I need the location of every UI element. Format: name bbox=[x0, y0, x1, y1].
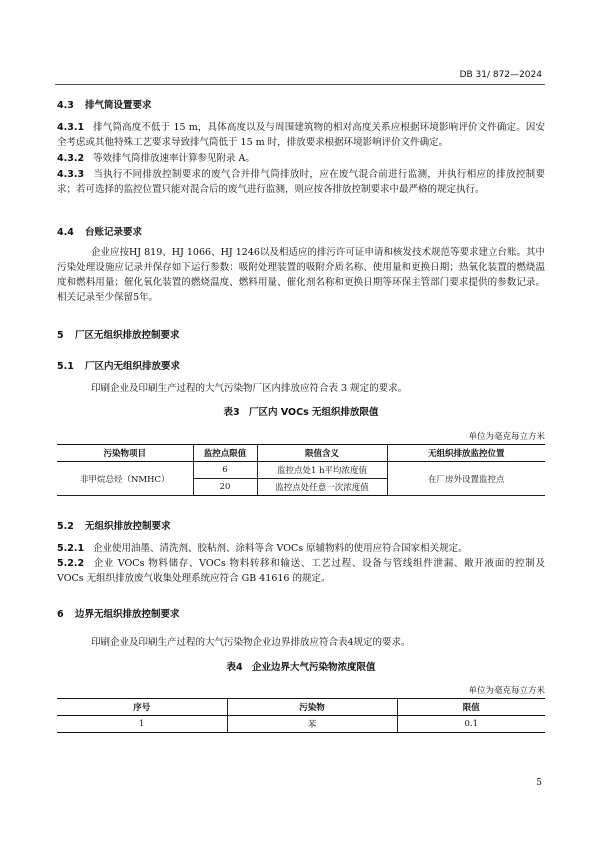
table3-header-row bbox=[57, 445, 545, 462]
para-4-3-1: 4.3.1 排气筒高度不低于 15 m，具体高度以及与周围建筑物的相对高度关系应根据环境影响评价文件确定。因安全考虑或其他特殊工艺要求导致排气筒低于 15 m 时，排放要求根据环境影响评价文件确定。 bbox=[57, 122, 545, 148]
section-heading-6: 6 边界无组织排放控制要求 bbox=[57, 609, 180, 620]
table3-limit-cell: 6 bbox=[193, 462, 257, 479]
table3-header-cell: 监控点限值 bbox=[193, 445, 257, 462]
section-heading-5-1: 5.1 厂区内无组织排放要求 bbox=[57, 361, 181, 372]
table-row bbox=[57, 716, 545, 733]
section-heading-4-4: 4.4 台账记录要求 bbox=[57, 227, 143, 238]
table3-header-cell: 无组织排放监控位置 bbox=[387, 445, 545, 462]
table3-unit: 单位为毫克每立方米 bbox=[468, 432, 545, 442]
table4-limit-cell: 0.1 bbox=[397, 716, 545, 733]
table3-limit-cell: 20 bbox=[193, 479, 257, 496]
section-heading-4-3: 4.3 排气筒设置要求 bbox=[57, 100, 152, 111]
table4-header-cell: 序号 bbox=[57, 699, 227, 716]
header-rule bbox=[55, 84, 545, 85]
table4-header-row bbox=[57, 699, 545, 716]
para-5-2-1: 5.2.1 企业使用油墨、清洗剂、胶粘剂、涂料等含 VOCs 原辅物料的使用应符合国家相关规定。 bbox=[57, 543, 468, 554]
table4-header-cell: 限值 bbox=[397, 699, 545, 716]
table3-header-cell: 污染物项目 bbox=[57, 445, 193, 462]
table4-unit: 单位为毫克每立方米 bbox=[468, 686, 545, 696]
page-number: 5 bbox=[536, 778, 542, 788]
table-row bbox=[57, 462, 545, 479]
para-5-1: 印刷企业及印刷生产过程的大气污染物厂区内排放应符合表 3 规定的要求。 bbox=[91, 383, 408, 394]
section-heading-5-2: 5.2 无组织排放控制要求 bbox=[57, 521, 171, 532]
table3-header-cell: 限值含义 bbox=[257, 445, 387, 462]
section-heading-5: 5 厂区无组织排放控制要求 bbox=[57, 330, 180, 341]
table3-meaning-cell: 监控点处任意一次浓度值 bbox=[257, 479, 387, 496]
table4-no-cell: 1 bbox=[57, 716, 227, 733]
table4-pollutant-cell: 苯 bbox=[227, 716, 397, 733]
table4-caption: 表4 企业边界大气污染物浓度限值 bbox=[226, 662, 376, 673]
table3-location-cell: 在厂房外设置监控点 bbox=[387, 462, 545, 496]
table4 bbox=[57, 698, 545, 733]
para-5-2-2: 5.2.2 企业 VOCs 物料储存、VOCs 物料转移和输送、工艺过程、设备与管线组件泄漏、敞开液面的控制及 VOCs 无组织排放废气收集处理系统应符合 GB 41616 的规定。 bbox=[57, 558, 545, 584]
para-4-3-2: 4.3.2 等效排气筒排放速率计算参见附录 A。 bbox=[57, 153, 255, 164]
para-4-4: 企业应按HJ 819、HJ 1066、HJ 1246以及相适应的排污许可证申请和核发技术规范等要求建立台账。其中污染处理设施应记录并保存如下运行参数：吸附处理装置的吸附介质名称、使用量和更换日期；热氧化装置的燃烧温度和燃料用量；催化氧化装置的燃烧温度、燃料用量、催化剂名称和更换日期等环保主管部门要求提供的参数记录。相关记录至少保留5年。 bbox=[57, 247, 545, 303]
table3 bbox=[57, 444, 545, 496]
table3-pollutant-cell: 非甲烷总烃（NMHC） bbox=[57, 462, 193, 496]
table3-meaning-cell: 监控点处1 h平均浓度值 bbox=[257, 462, 387, 479]
para-4-3-3: 4.3.3 当执行不同排放控制要求的废气合并排气筒排放时，应在废气混合前进行监测，并执行相应的排放控制要求；若可选择的监控位置只能对混合后的废气进行监测，则应按各排放控制要求中最严格的规定执行。 bbox=[57, 169, 545, 195]
para-6: 印刷企业及印刷生产过程的大气污染物企业边界排放应符合表4规定的要求。 bbox=[91, 637, 411, 648]
table4-header-cell: 污染物 bbox=[227, 699, 397, 716]
table3-caption: 表3 厂区内 VOCs 无组织排放限值 bbox=[223, 407, 379, 418]
standard-code: DB 31/ 872—2024 bbox=[459, 70, 542, 80]
